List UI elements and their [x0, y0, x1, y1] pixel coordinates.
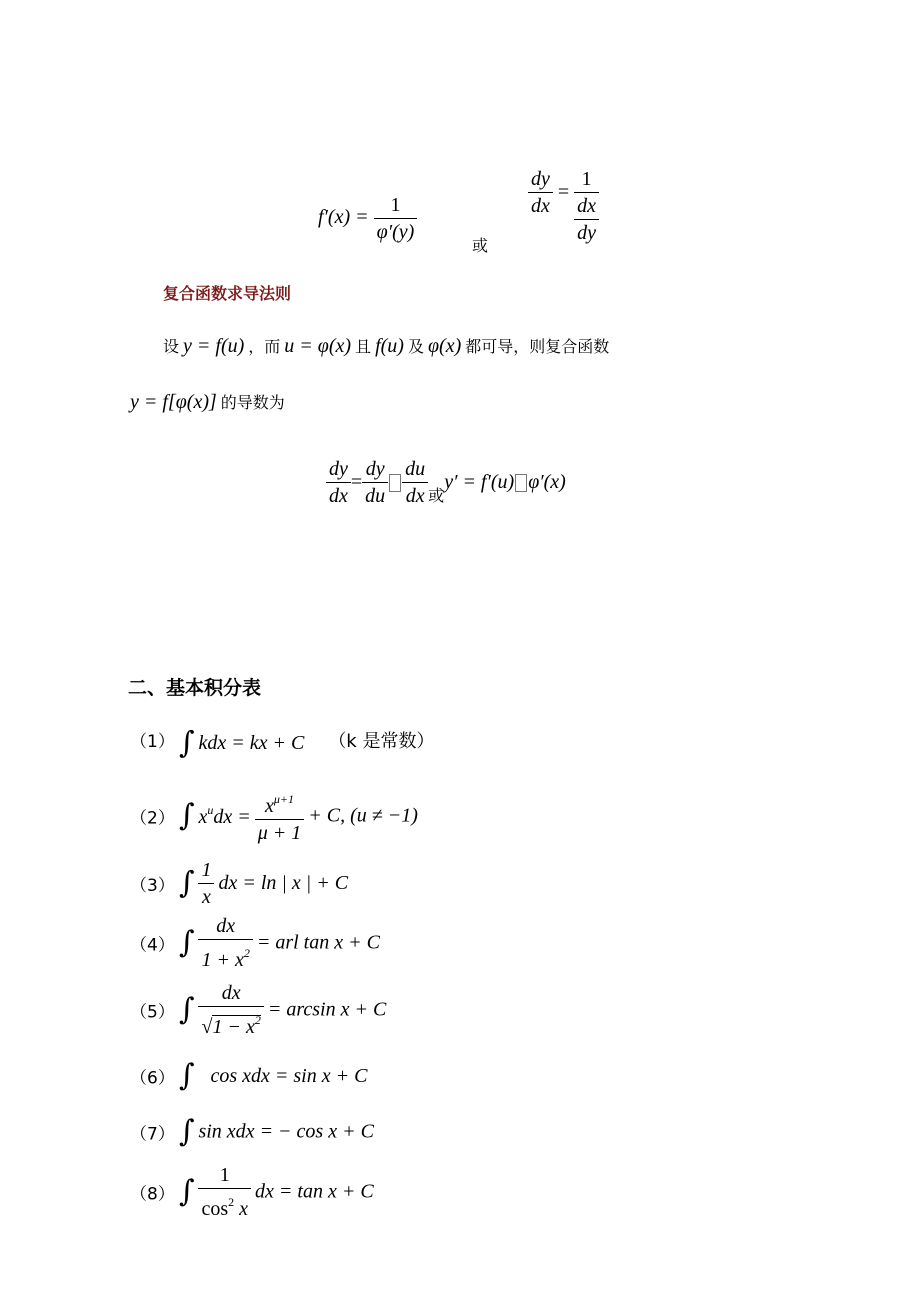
chain-dx1: dx — [329, 485, 348, 507]
sqrt-icon: √ — [201, 1016, 213, 1038]
item-5-tail: = arcsin x + C — [267, 998, 387, 1021]
inverse-rhs-dx: dx — [531, 195, 550, 217]
missing-glyph-box — [389, 474, 401, 492]
item-7-formula: sin xdx = − cos x + C — [198, 1120, 374, 1143]
intro-ji: 及 — [407, 337, 424, 356]
item-4-num: dx — [198, 913, 252, 940]
inverse-lhs: f′(x) = — [318, 206, 369, 229]
item-6-formula: cos xdx = sin x + C — [210, 1064, 368, 1087]
item-4-den-sup: 2 — [243, 946, 250, 960]
inverse-formula-right — [528, 166, 599, 246]
inverse-rhs-fraction — [574, 166, 599, 246]
integral-sign-icon: ∫ — [178, 1058, 195, 1093]
item-8-num: 1 — [198, 1162, 251, 1189]
intro-u-phix: u = φ(x) — [284, 335, 352, 357]
item-8-den-tail: x — [234, 1198, 249, 1220]
line2-tail: 的导数为 — [220, 393, 285, 412]
intro-phix: φ(x) — [427, 335, 462, 357]
item-4-tail: = arl tan x + C — [256, 931, 380, 954]
integral-item-6 — [130, 1058, 368, 1093]
item-2-fraction — [255, 786, 305, 846]
item-3-num: 1 — [198, 857, 214, 884]
integral-sign-icon: ∫ — [178, 865, 195, 901]
integral-sign-icon: ∫ — [178, 925, 195, 960]
inverse-den: φ′(y) — [376, 221, 415, 243]
item-1-note: （k 是常数） — [328, 731, 435, 752]
item-5-number: （5） — [130, 1002, 175, 1023]
chain-intro-line1 — [163, 334, 609, 358]
item-6-number: （6） — [130, 1068, 175, 1089]
item-2-lhs-base: x — [198, 806, 208, 828]
item-8-den-sup: 2 — [228, 1195, 235, 1209]
intro-qie: 且 — [355, 337, 372, 356]
integral-sign-icon: ∫ — [178, 1174, 195, 1209]
intro-tail: 都可导，则复合函数 — [465, 337, 610, 356]
integral-item-5 — [130, 980, 386, 1040]
integral-item-3 — [130, 857, 348, 910]
integral-table-heading: 二、基本积分表 — [128, 677, 262, 699]
item-4-fraction — [198, 913, 252, 973]
item-2-lhs — [198, 803, 251, 828]
inverse-rhs-den-top: dx — [574, 193, 599, 220]
item-2-num-base: x — [265, 795, 274, 817]
item-2-lhs-sup: u — [207, 803, 214, 817]
item-3-fraction — [198, 857, 214, 910]
missing-glyph-box-2 — [515, 474, 527, 492]
item-1-formula: kdx = kx + C — [198, 731, 305, 754]
item-1-number: （1） — [130, 732, 175, 752]
item-4-den-base: 1 + x — [201, 949, 244, 971]
composite-function: y = f[φ(x)] — [130, 391, 217, 413]
intro-fu: f(u) — [375, 335, 404, 357]
item-8-tail: dx = tan x + C — [255, 1180, 374, 1203]
integral-item-8 — [130, 1162, 374, 1222]
inverse-rhs-dydx — [528, 166, 553, 219]
intro-she: 设 — [163, 337, 180, 356]
integral-item-2 — [130, 786, 418, 846]
integral-sign-icon: ∫ — [178, 1114, 195, 1149]
item-2-number: （2） — [130, 808, 175, 829]
inverse-rhs-num: 1 — [574, 166, 599, 193]
chain-dydx — [326, 456, 351, 509]
chain-alt-left: y′ = f′(u) — [444, 471, 515, 493]
chain-or: 或 — [428, 486, 445, 506]
inverse-rhs-eq: = — [557, 181, 570, 203]
inverse-or: 或 — [472, 236, 489, 255]
chain-dudx — [402, 456, 428, 509]
chain-dydu — [362, 456, 388, 509]
intro-comma-er: ，而 — [248, 337, 281, 356]
item-3-tail: dx = ln | x | + C — [218, 872, 349, 894]
integral-item-4 — [130, 913, 380, 973]
integral-item-7 — [130, 1114, 374, 1149]
item-8-number: （8） — [130, 1184, 175, 1205]
intro-y-fu: y = f(u) — [183, 335, 245, 357]
item-7-number: （7） — [130, 1124, 175, 1145]
item-5-den-base: 1 − x — [212, 1016, 255, 1038]
item-8-fraction — [198, 1162, 251, 1222]
item-2-num-sup: μ+1 — [273, 792, 295, 806]
integral-sign-icon: ∫ — [178, 725, 195, 761]
inverse-rhs-dy: dy — [528, 166, 553, 193]
chain-dx3: dx — [405, 485, 425, 507]
chain-rule-heading: 复合函数求导法则 — [163, 284, 292, 303]
inverse-num: 1 — [374, 192, 418, 219]
chain-rule-formula — [326, 456, 566, 509]
item-4-number: （4） — [130, 935, 175, 956]
item-5-num: dx — [198, 980, 263, 1007]
item-5-den-sup: 2 — [254, 1013, 261, 1027]
item-5-fraction — [198, 980, 263, 1040]
inverse-fraction — [374, 192, 418, 245]
item-3-number: （3） — [130, 876, 175, 896]
integral-item-1 — [130, 725, 435, 761]
item-2-den: μ + 1 — [257, 822, 302, 844]
item-2-lhs-tail: dx = — [213, 806, 251, 828]
chain-du2: du — [365, 485, 386, 507]
inverse-formula-left — [318, 192, 417, 245]
chain-dy1: dy — [326, 456, 351, 483]
item-3-den: x — [202, 886, 211, 908]
chain-intro-line2 — [130, 390, 285, 414]
integral-sign-icon: ∫ — [178, 992, 195, 1027]
chain-du3: du — [402, 456, 428, 483]
item-2-tail: + C, (u ≠ −1) — [308, 804, 418, 827]
chain-alt-right: φ′(x) — [528, 471, 566, 493]
chain-eq: = — [350, 471, 363, 493]
chain-dy2: dy — [362, 456, 388, 483]
integral-sign-icon: ∫ — [178, 798, 195, 833]
inverse-rhs-den-bot: dy — [577, 222, 597, 244]
item-8-den-base: cos — [201, 1198, 229, 1220]
